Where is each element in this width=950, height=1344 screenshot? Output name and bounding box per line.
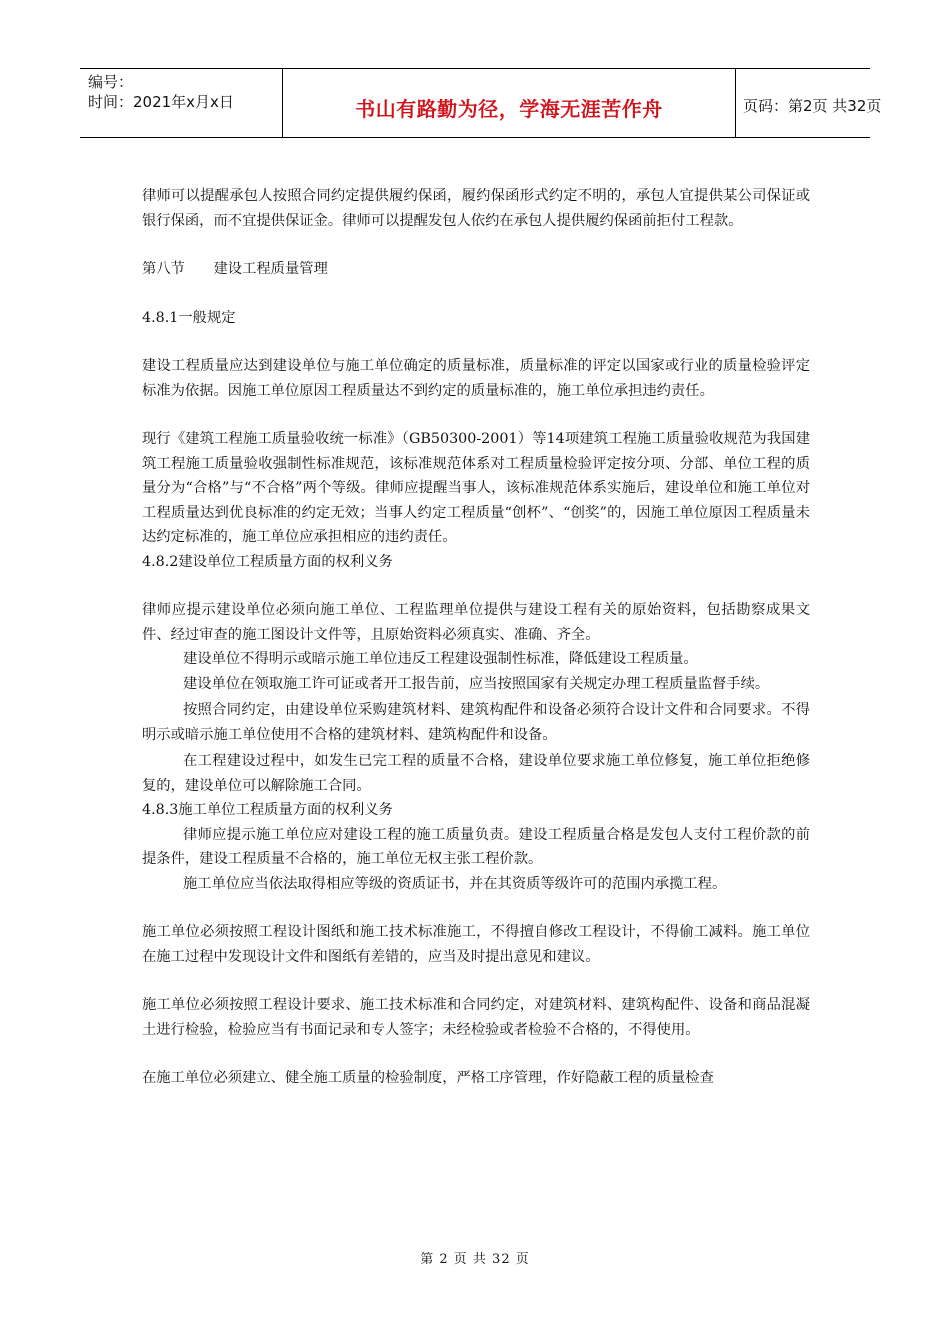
paragraph: 按照合同约定，由建设单位采购建筑材料、建筑构配件和设备必须符合设计文件和合同要求。不得明示或暗示施工单位使用不合格的建筑材料、建筑构配件和设备。 — [142, 702, 810, 743]
paragraph: 建设单位不得明示或暗示施工单位违反工程建设强制性标准，降低建设工程质量。 — [183, 651, 698, 667]
paragraph: 建设工程质量应达到建设单位与施工单位确定的质量标准，质量标准的评定以国家或行业的质量检验评定标准为依据。因施工单位原因工程质量达不到约定的质量标准的，施工单位承担违约责任。 — [142, 358, 810, 399]
subsection-heading: 4.8.1一般规定 — [142, 309, 236, 326]
header-page-number: 页码：第2页 共32页 — [743, 97, 882, 115]
paragraph: 律师可以提醒承包人按照合同约定提供履约保函，履约保函形式约定不明的，承包人宜提供某公司保证或银行保函，而不宜提供保证金。律师可以提醒发包人依约在承包人提供履约保函前拒付工程款。 — [142, 188, 810, 229]
section-heading: 第八节 建设工程质量管理 — [142, 261, 328, 277]
paragraph: 现行《建筑工程施工质量验收统一标准》（GB50300-2001）等14项建筑工程施工质量验收规范为我国建筑工程施工质量验收强制性标准规范，该标准规范体系对工程质量检验评定按分项、分部、单位工程的质量分为“合格”与“不合格”两个等级。律师应提醒当事人，该标准规范体系实施后，建设单位和施工单位对工程质量达到优良标准的约定无效；当事人约定工程质量“创杯”、“创奖”的，因施工单位原因工程质量未达约定标准的，施工单位应承担相应的违约责任。 — [142, 431, 810, 545]
subsection-heading: 4.8.2建设单位工程质量方面的权利义务 — [142, 553, 393, 570]
paragraph: 施工单位必须按照工程设计图纸和施工技术标准施工，不得擅自修改工程设计，不得偷工减料。施工单位在施工过程中发现设计文件和图纸有差错的，应当及时提出意见和建议。 — [142, 924, 810, 965]
document-number-label: 编号： — [88, 73, 134, 91]
header-meta — [80, 69, 282, 137]
document-body — [142, 184, 810, 1091]
subsection-heading: 4.8.3施工单位工程质量方面的权利义务 — [142, 802, 393, 818]
paragraph: 施工单位必须按照工程设计要求、施工技术标准和合同约定，对建筑材料、建筑构配件、设备和商品混凝土进行检验，检验应当有书面记录和专人签字；未经检验或者检验不合格的，不得使用。 — [142, 997, 810, 1038]
page-header — [80, 68, 882, 138]
header-motto-cell — [282, 69, 736, 137]
document-date-label: 时间：2021年x月x日 — [88, 93, 234, 111]
page-footer: 第 2 页 共 32 页 — [420, 1252, 530, 1267]
paragraph: 建设单位在领取施工许可证或者开工报告前，应当按照国家有关规定办理工程质量监督手续。 — [183, 675, 770, 692]
header-page-cell — [735, 69, 882, 137]
paragraph: 施工单位应当依法取得相应等级的资质证书，并在其资质等级许可的范围内承揽工程。 — [183, 875, 727, 892]
paragraph: 在施工单位必须建立、健全施工质量的检验制度，严格工序管理，作好隐蔽工程的质量检查 — [142, 1070, 714, 1086]
paragraph: 律师应提示施工单位应对建设工程的施工质量负责。建设工程质量合格是发包人支付工程价款的前提条件，建设工程质量不合格的，施工单位无权主张工程价款。 — [142, 826, 810, 867]
paragraph: 律师应提示建设单位必须向施工单位、工程监理单位提供与建设工程有关的原始资料，包括勘察成果文件、经过审查的施工图设计文件等，且原始资料必须真实、准确、齐全。 — [142, 602, 810, 643]
header-motto: 书山有路勤为径，学海无涯苦作舟 — [355, 97, 663, 121]
paragraph: 在工程建设过程中，如发生已完工程的质量不合格，建设单位要求施工单位修复，施工单位拒绝修复的，建设单位可以解除施工合同。 — [142, 753, 810, 794]
